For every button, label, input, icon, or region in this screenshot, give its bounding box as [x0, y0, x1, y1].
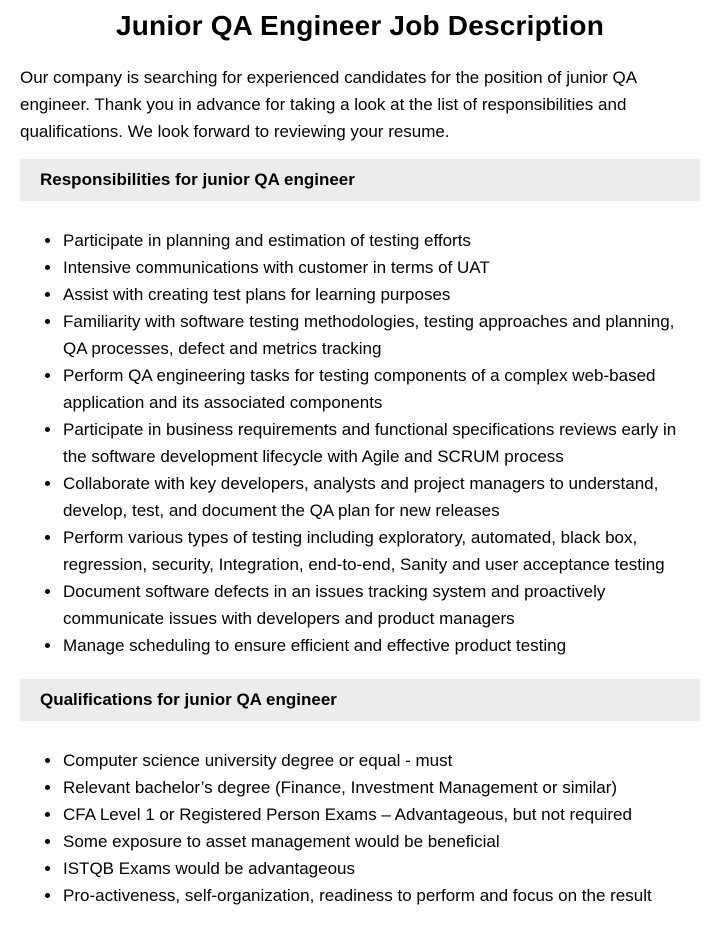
list-item: • CFA Level 1 or Registered Person Exams – Advantageous, but not required: [62, 801, 700, 828]
list-item: • Some exposure to asset management would be beneficial: [62, 828, 700, 855]
responsibilities-list: [20, 227, 700, 659]
list-item: • Perform QA engineering tasks for testing components of a complex web-based application and its associated components: [62, 362, 700, 416]
list-item: • Intensive communications with customer in terms of UAT: [62, 254, 700, 281]
intro-paragraph: Our company is searching for experienced candidates for the position of junior QA engineer. Thank you in advance for taking a look at the list of responsibilities and qualifications. We look forward to reviewing your resume.: [20, 68, 637, 141]
list-item: • Participate in planning and estimation of testing efforts: [62, 227, 700, 254]
section-header-qualifications: [20, 679, 700, 721]
list-item: • ISTQB Exams would be advantageous: [62, 855, 700, 882]
list-item: • Relevant bachelor’s degree (Finance, Investment Management or similar): [62, 774, 700, 801]
qualifications-list: [20, 747, 700, 909]
list-item: • Document software defects in an issues tracking system and proactively communicate issues with developers and product managers: [62, 578, 700, 632]
section-header-responsibilities: [20, 159, 700, 201]
page-title: Junior QA Engineer Job Description: [115, 10, 605, 41]
section-heading-text: Qualifications for junior QA engineer: [40, 690, 337, 709]
list-item: • Pro-activeness, self-organization, readiness to perform and focus on the result: [62, 882, 700, 909]
list-item: • Assist with creating test plans for learning purposes: [62, 281, 700, 308]
list-item: • Participate in business requirements and functional specifications reviews early in the software development lifecycle with Agile and SCRUM process: [62, 416, 700, 470]
list-item: • Collaborate with key developers, analysts and project managers to understand, develop, test, and document the QA plan for new releases: [62, 470, 700, 524]
list-item: • Manage scheduling to ensure efficient and effective product testing: [62, 632, 700, 659]
list-item: • Perform various types of testing including exploratory, automated, black box, regression, security, Integration, end-to-end, Sanity and user acceptance testing: [62, 524, 700, 578]
list-item: • Familiarity with software testing methodologies, testing approaches and planning, QA processes, defect and metrics tracking: [62, 308, 700, 362]
list-item: • Computer science university degree or equal - must: [62, 747, 700, 774]
section-heading-text: Responsibilities for junior QA engineer: [40, 170, 355, 189]
